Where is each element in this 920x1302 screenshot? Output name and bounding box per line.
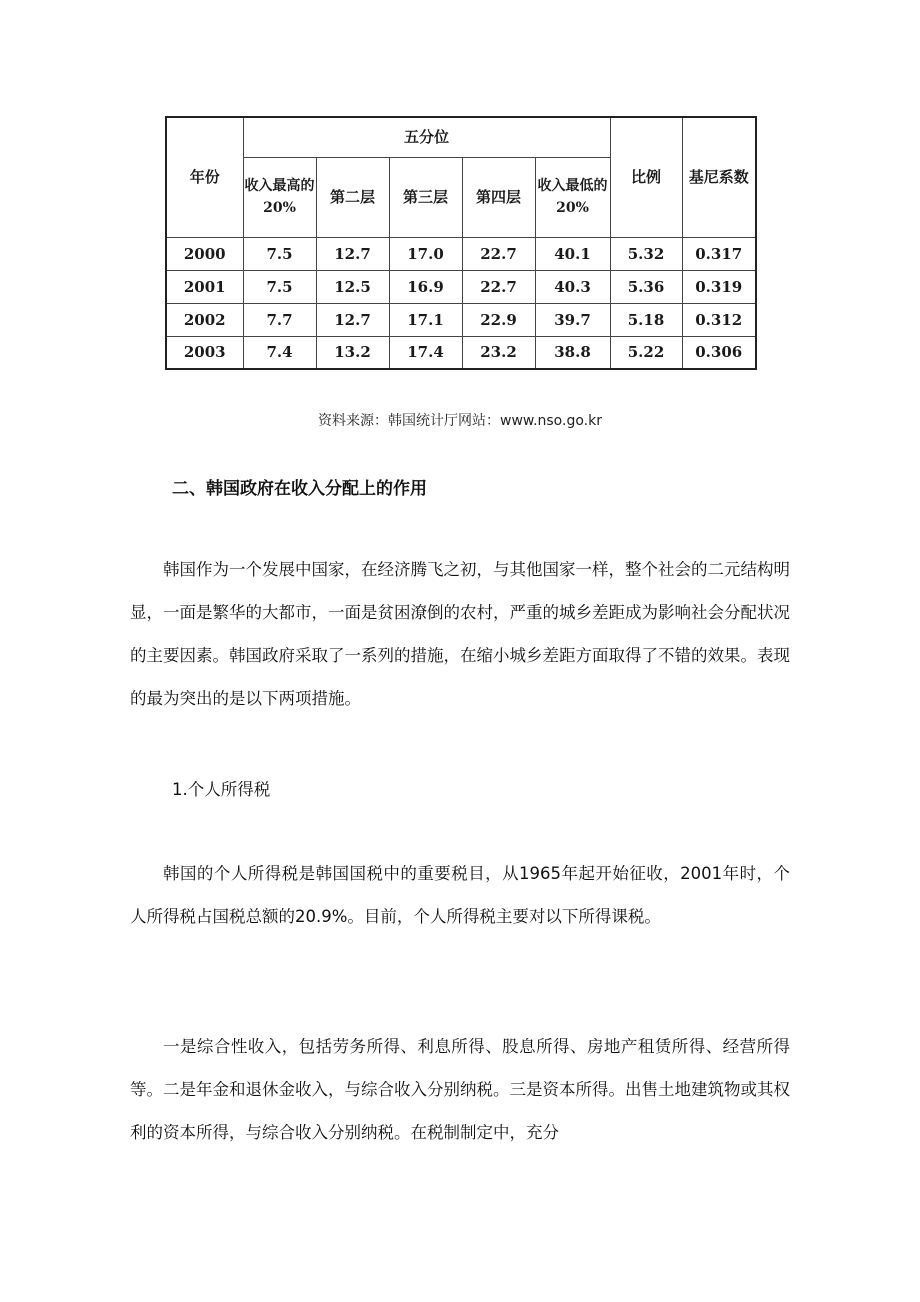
cell-value: 13.2 [316,336,389,369]
cell-gini: 0.312 [682,303,756,336]
cell-value: 22.7 [462,237,535,270]
cell-value: 17.0 [389,237,462,270]
income-distribution-table [165,116,757,370]
cell-value: 12.7 [316,237,389,270]
cell-value: 39.7 [535,303,610,336]
table-row [166,303,756,336]
cell-value: 38.8 [535,336,610,369]
cell-value: 7.5 [243,237,316,270]
header-gini: 基尼系数 [682,117,756,237]
header-quintile-group: 五分位 [243,117,610,157]
cell-gini: 0.306 [682,336,756,369]
cell-ratio: 5.32 [610,237,682,270]
subsection-heading: 1.个人所得税 [172,780,271,799]
cell-ratio: 5.18 [610,303,682,336]
cell-gini: 0.317 [682,237,756,270]
cell-value: 22.9 [462,303,535,336]
cell-value: 40.1 [535,237,610,270]
header-quintile-1: 收入最高的20% [243,157,316,237]
paragraph-income-tax: 韩国的个人所得税是韩国国税中的重要税目，从1965年起开始征收，2001年时，个人所得税占国税总额的20.9%。目前，个人所得税主要对以下所得课税。 [130,864,790,926]
cell-value: 12.5 [316,270,389,303]
paragraph-income-types: 一是综合性收入，包括劳务所得、利息所得、股息所得、房地产租赁所得、经营所得等。二是年金和退休金收入，与综合收入分别纳税。三是资本所得。出售土地建筑物或其权利的资本所得，与综合收入分别纳税。在税制制定中，充分 [130,1037,790,1142]
header-quintile-5: 收入最低的20% [535,157,610,237]
cell-ratio: 5.36 [610,270,682,303]
cell-gini: 0.319 [682,270,756,303]
table-row [166,270,756,303]
paragraph-intro: 韩国作为一个发展中国家，在经济腾飞之初，与其他国家一样，整个社会的二元结构明显，一面是繁华的大都市，一面是贫困潦倒的农村，严重的城乡差距成为影响社会分配状况的主要因素。韩国政府采取了一系列的措施，在缩小城乡差距方面取得了不错的效果。表现的最为突出的是以下两项措施。 [130,560,790,708]
cell-year: 2003 [166,336,243,369]
table-source-caption: 资料来源：韩国统计厅网站：www.nso.go.kr [318,413,602,429]
section-heading: 二、韩国政府在收入分配上的作用 [172,479,427,499]
cell-value: 23.2 [462,336,535,369]
cell-value: 17.4 [389,336,462,369]
header-year: 年份 [166,117,243,237]
table-row [166,237,756,270]
cell-year: 2000 [166,237,243,270]
cell-value: 7.4 [243,336,316,369]
header-quintile-3: 第三层 [389,157,462,237]
cell-value: 40.3 [535,270,610,303]
cell-ratio: 5.22 [610,336,682,369]
cell-year: 2002 [166,303,243,336]
cell-value: 12.7 [316,303,389,336]
cell-value: 7.5 [243,270,316,303]
table-row [166,336,756,369]
cell-value: 22.7 [462,270,535,303]
header-ratio: 比例 [610,117,682,237]
cell-value: 17.1 [389,303,462,336]
header-quintile-2: 第二层 [316,157,389,237]
cell-year: 2001 [166,270,243,303]
cell-value: 16.9 [389,270,462,303]
cell-value: 7.7 [243,303,316,336]
header-quintile-4: 第四层 [462,157,535,237]
